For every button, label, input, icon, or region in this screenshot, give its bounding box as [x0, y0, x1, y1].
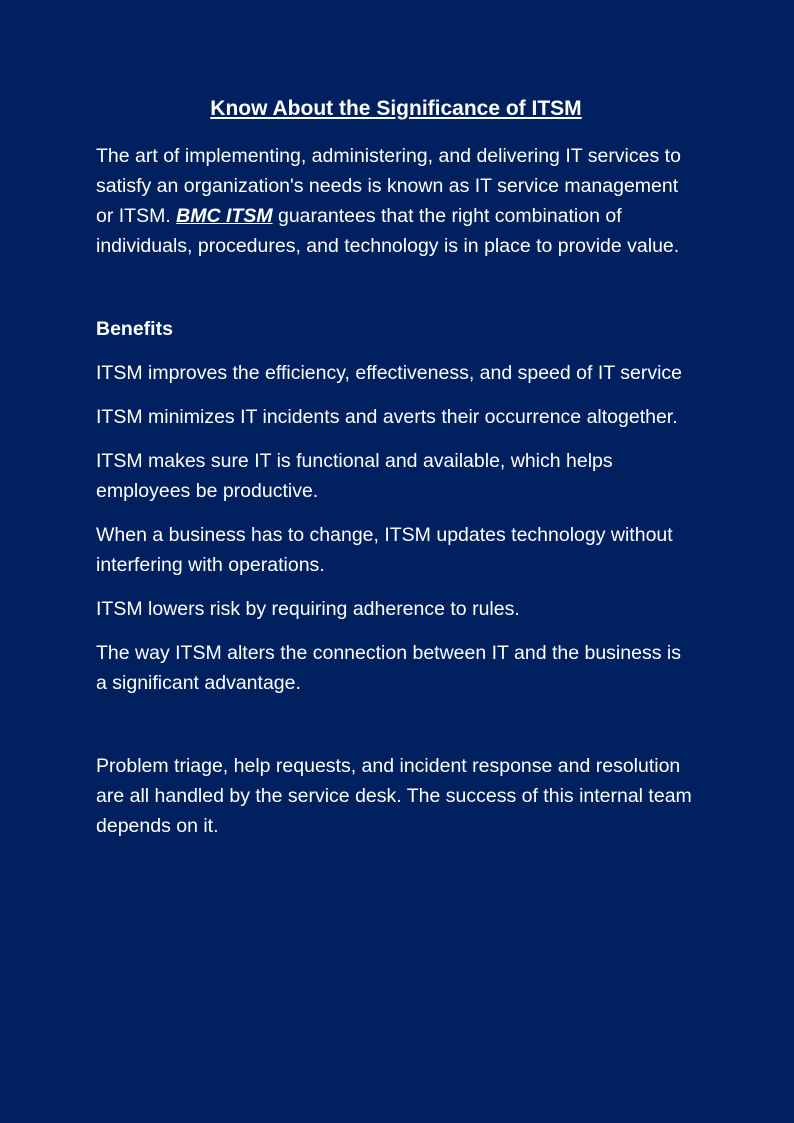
benefit-item: When a business has to change, ITSM updates technology without interfering with operations. [96, 524, 673, 576]
intro-text-after-link: guarantees that the right combination of individuals, procedures, and technology is in place to provide value. [96, 205, 680, 257]
spacer [96, 580, 696, 594]
spacer [96, 388, 696, 402]
closing-paragraph: Problem triage, help requests, and incident response and resolution are all handled by the service desk. The success of this internal team depends on it. [96, 755, 692, 837]
spacer [96, 432, 696, 446]
spacer [96, 261, 696, 314]
benefit-item: ITSM makes sure IT is functional and available, which helps employees be productive. [96, 450, 613, 502]
benefit-item: The way ITSM alters the connection between IT and the business is a significant advantage. [96, 642, 681, 694]
benefit-item: ITSM improves the efficiency, effectiveness, and speed of IT service [96, 362, 682, 384]
document-page [96, 93, 696, 841]
bmc-itsm-link[interactable]: BMC ITSM [176, 205, 273, 227]
benefit-item: ITSM lowers risk by requiring adherence to rules. [96, 598, 520, 620]
spacer [96, 506, 696, 520]
spacer [96, 698, 696, 751]
page-title: Know About the Significance of ITSM [210, 97, 582, 120]
spacer [96, 344, 696, 358]
benefit-item: ITSM minimizes IT incidents and averts their occurrence altogether. [96, 406, 678, 428]
benefits-heading: Benefits [96, 318, 173, 340]
intro-paragraph [96, 141, 696, 261]
intro-text-before-link: The art of implementing, administering, and delivering IT services to satisfy an organization's needs is known as IT service management or ITSM. [96, 145, 681, 227]
spacer [96, 624, 696, 638]
